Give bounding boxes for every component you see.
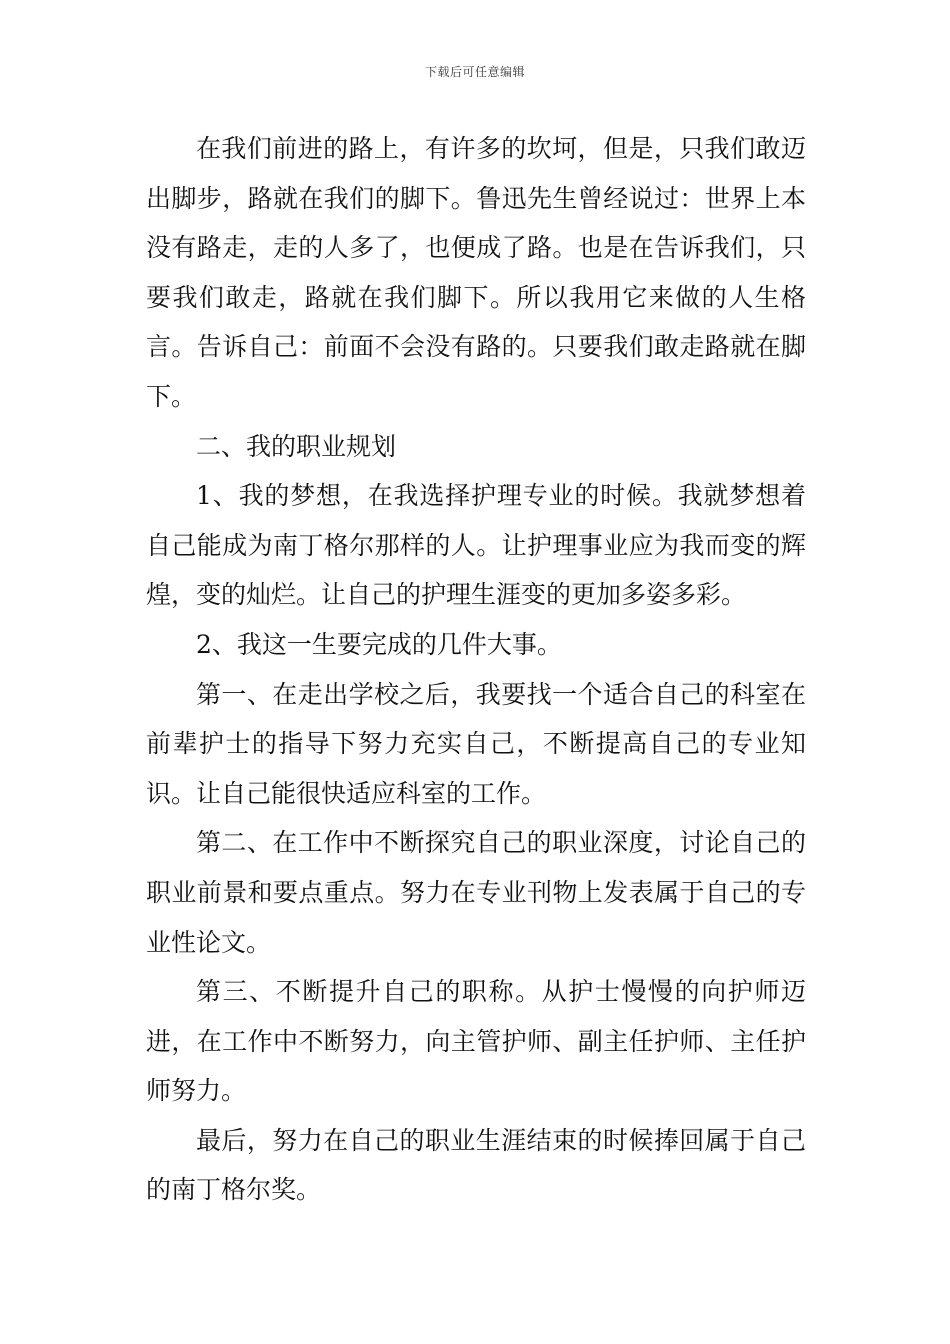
paragraph-goal-third: 第三、不断提升自己的职称。从护士慢慢的向护师迈进，在工作中不断努力，向主管护师、副主任护师、主任护师努力。 — [146, 977, 806, 1106]
page-header-note: 下载后可任意编辑 — [424, 65, 525, 79]
paragraph-goal-final: 最后，努力在自己的职业生涯结束的时候捧回属于自己的南丁格尔奖。 — [146, 1125, 806, 1205]
section-heading-career-plan: 二、我的职业规划 — [196, 431, 397, 461]
paragraph-dream: 1、我的梦想，在我选择护理专业的时候。我就梦想着自己能成为南丁格尔那样的人。让护理事业应为我而变的辉煌，变的灿烂。让自己的护理生涯变的更加多姿多彩。 — [146, 481, 806, 610]
paragraph-goal-second: 第二、在工作中不断探究自己的职业深度，讨论自己的职业前景和要点重点。努力在专业刊物上发表属于自己的专业性论文。 — [146, 828, 806, 957]
paragraph-path-motto: 在我们前进的路上，有许多的坎坷，但是，只我们敢迈出脚步，路就在我们的脚下。鲁迅先生曾经说过：世界上本没有路走，走的人多了，也便成了路。也是在告诉我们，只要我们敢走，路就在我们脚下。所以我用它来做的人生格言。告诉自己：前面不会没有路的。只要我们敢走路就在脚下。 — [146, 134, 806, 411]
paragraph-goal-first: 第一、在走出学校之后，我要找一个适合自己的科室在前辈护士的指导下努力充实自己，不断提高自己的专业知识。让自己能很快适应科室的工作。 — [146, 679, 806, 808]
paragraph-major-goals-heading: 2、我这一生要完成的几件大事。 — [196, 629, 562, 659]
document-body — [146, 124, 806, 1215]
